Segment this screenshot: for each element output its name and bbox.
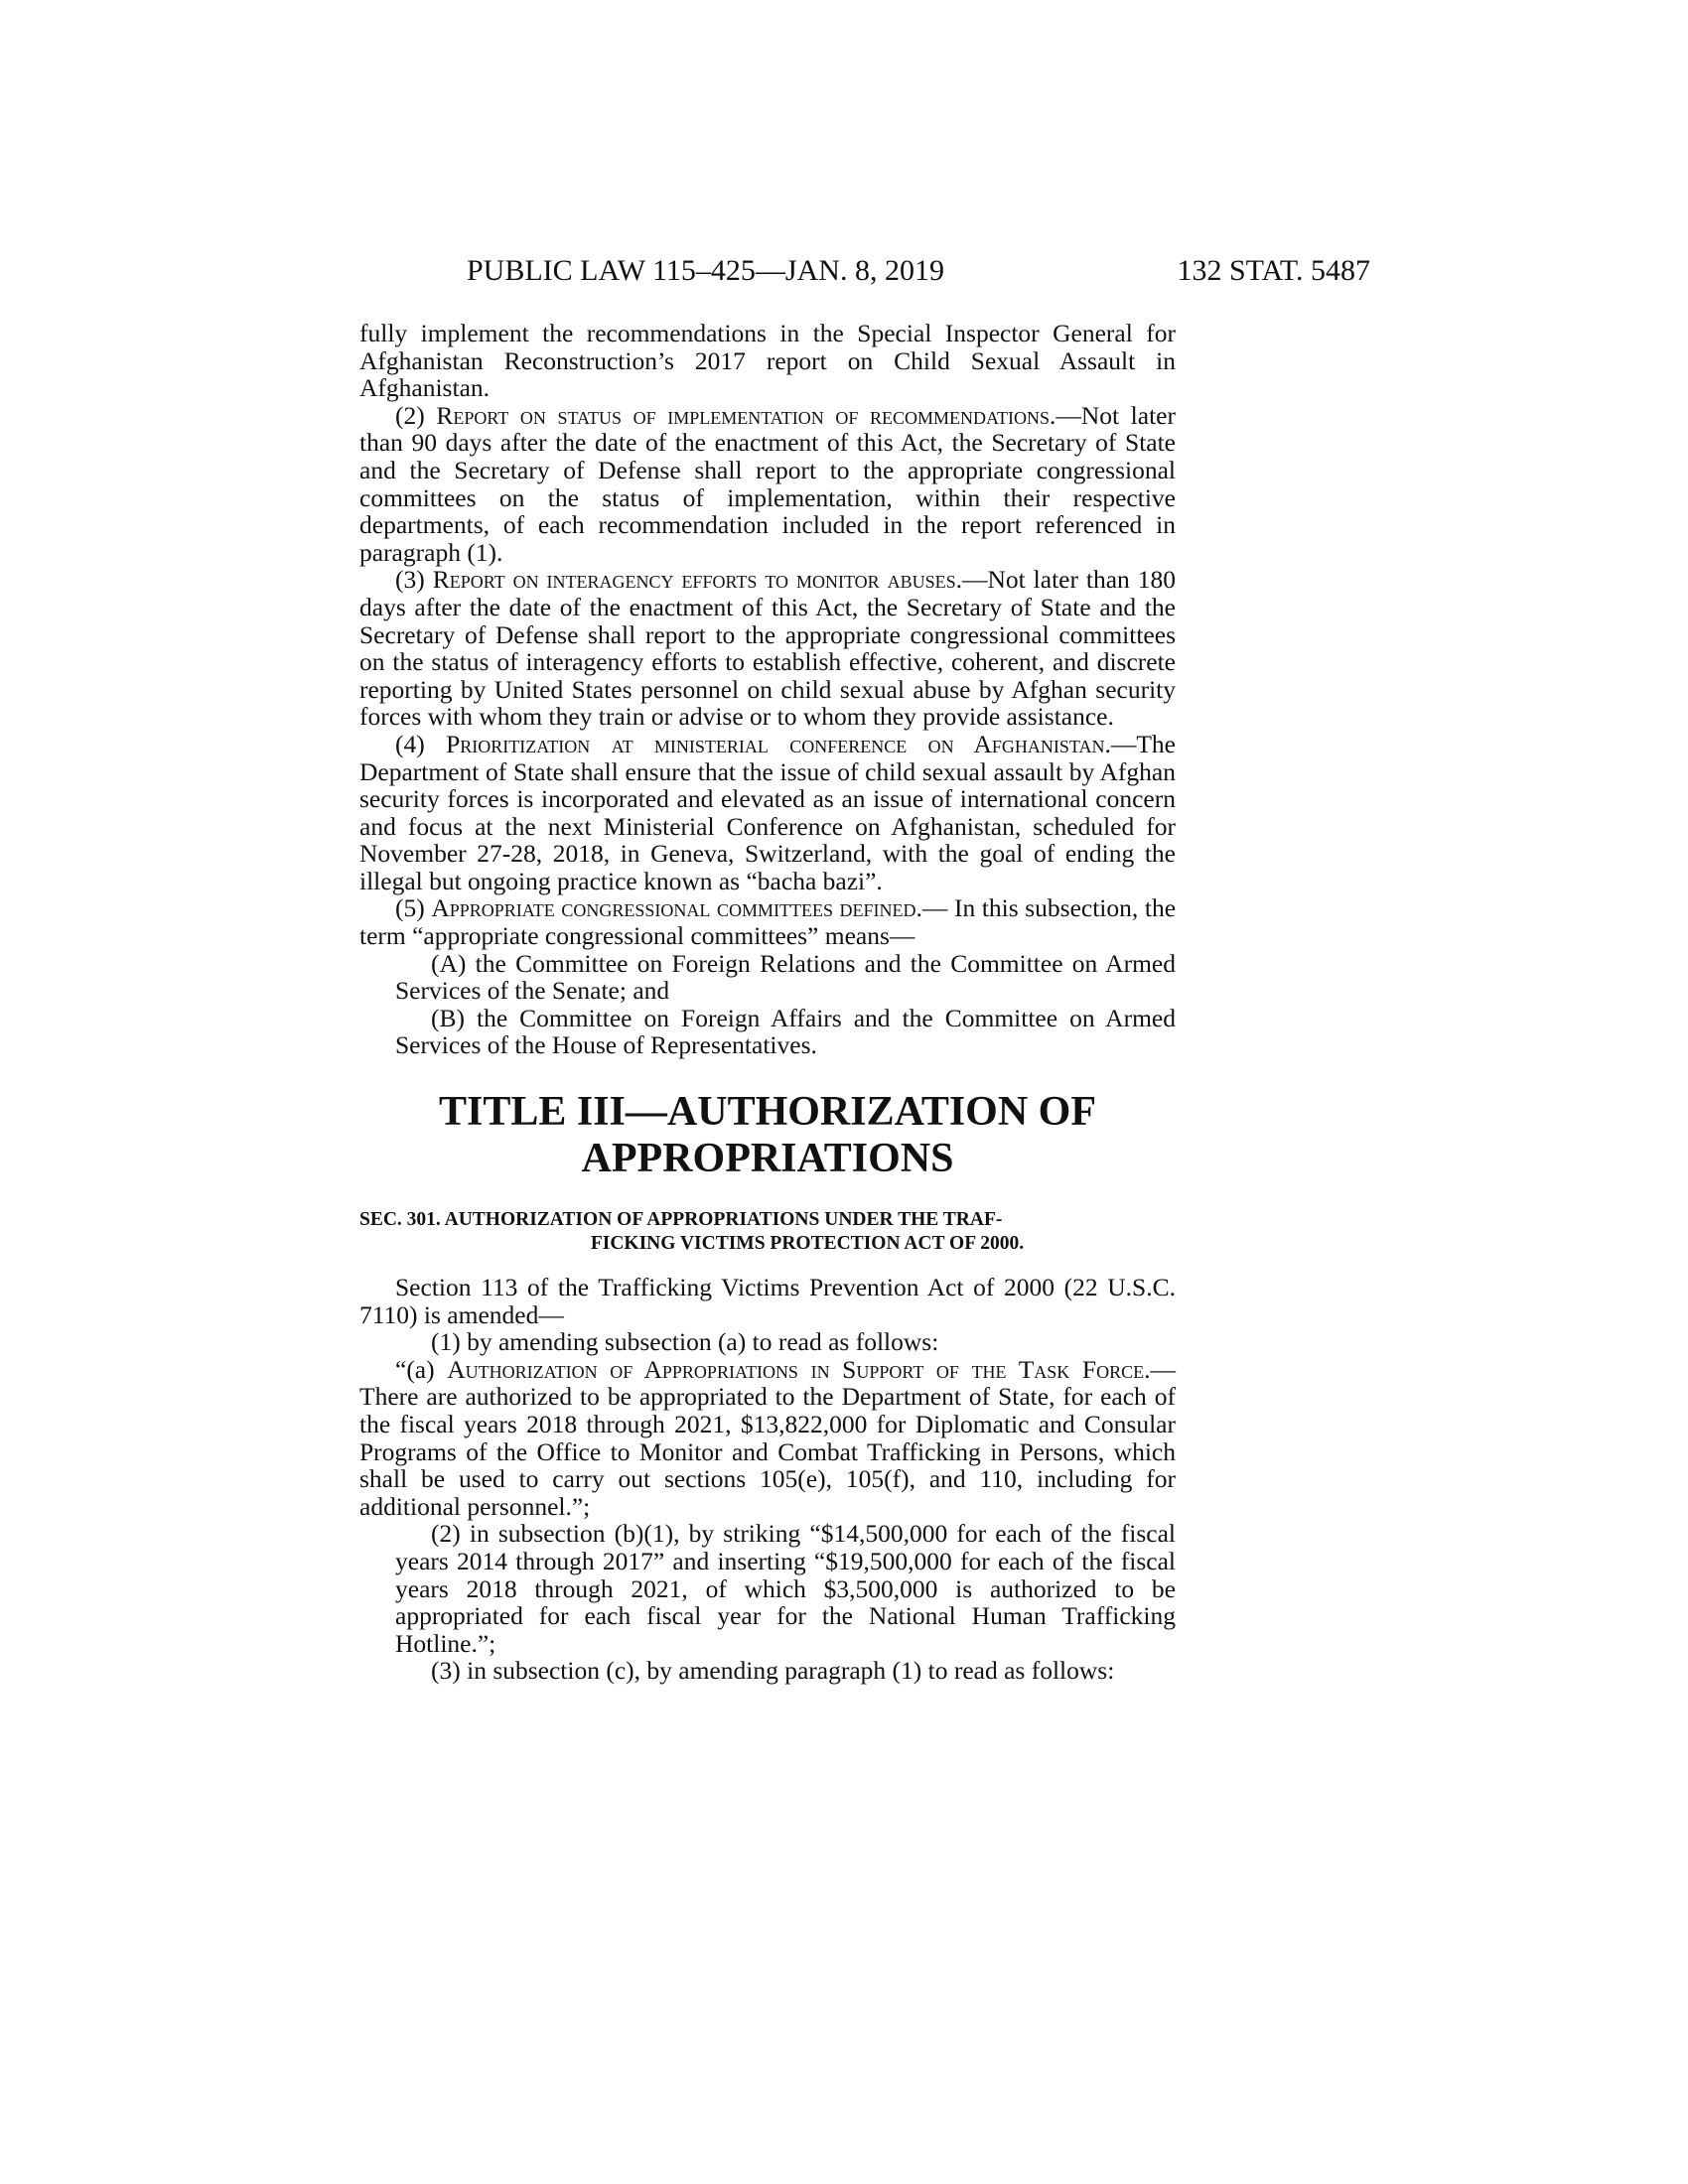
paragraph-4-heading: Prioritization at ministerial conference on Afghanistan. xyxy=(446,729,1111,758)
amendment-1-heading: Authorization of Appropriations in Support of the Task Force. xyxy=(447,1354,1151,1384)
paragraph-2-num: (2) xyxy=(395,400,437,430)
running-header xyxy=(467,251,1370,291)
paragraph-3-heading: Report on interagency efforts to monitor abuses. xyxy=(432,565,962,595)
paragraph-3 xyxy=(359,566,1176,731)
paragraph-5-text: — In this subsection, the term “appropriate congressional committees” means— xyxy=(359,893,1177,951)
paragraph-3-num: (3) xyxy=(395,565,433,595)
amendment-1-body: —There are authorized to be appropriated to the Department of State, for each of the fiscal years 2018 through 2021, $13,822,000 for Diplomatic and Consular Programs of the Office to Monitor and Combat Trafficking in Persons, which shall be used to carry out sections 105(e), 105(f), and 110, including for additional personnel.”; xyxy=(359,1354,1176,1521)
amendment-1: (1) by amending subsection (a) to read as follows: xyxy=(431,1327,939,1357)
amendment-2: (2) in subsection (b)(1), by striking “$14,500,000 for each of the fiscal years 2014 through 2017” and inserting “$19,500,000 for each of the fiscal years 2018 through 2021, of which $3,500,000 is authorized to be appropriated for each fiscal year for the National Human Trafficking Hotline.”; xyxy=(395,1519,1176,1658)
title-line-1: TITLE III—AUTHORIZATION OF xyxy=(438,1089,1097,1136)
paragraph-2 xyxy=(359,402,1176,567)
subparagraph-b: (B) the Committee on Foreign Affairs and the Committee on Armed Services of the House of Representatives. xyxy=(395,1003,1176,1060)
paragraph-5-num: (5) xyxy=(395,893,432,923)
amendment-3: (3) in subsection (c), by amending paragraph (1) to read as follows: xyxy=(431,1656,1115,1686)
amendment-1-num: “(a) xyxy=(395,1354,448,1384)
section-heading-line-1: SEC. 301. AUTHORIZATION OF APPROPRIATIONS UNDER THE TRAF- xyxy=(359,1209,1003,1231)
title-heading xyxy=(359,1089,1176,1182)
section-heading-line-2: FICKING VICTIMS PROTECTION ACT OF 2000. xyxy=(590,1233,1025,1255)
paragraph-3-text: —Not later than 180 days after the date of the enactment of this Act, the Secretary of State and the Secretary of Defense shall report to the appropriate congressional committees on the status of interagency efforts to establish effective, coherent, and discrete reporting by United States personnel on child sexual abuse by Afghan security forces with whom they train or advise or to whom they provide assistance. xyxy=(359,565,1177,732)
title-line-2: APPROPRIATIONS xyxy=(581,1136,954,1182)
header-public-law: PUBLIC LAW 115–425—JAN. 8, 2019 xyxy=(467,254,944,287)
amendment-1-text xyxy=(359,1356,1176,1521)
paragraph-5 xyxy=(359,894,1176,949)
paragraph-continuation: fully implement the recommendations in the Special Inspector General for Afghanistan Reconstruction’s 2017 report on Child Sexual Assault in Afghanistan. xyxy=(359,319,1176,403)
subparagraph-a: (A) the Committee on Foreign Relations and the Committee on Armed Services of the Senate; and xyxy=(395,948,1176,1006)
paragraph-4-text: —The Department of State shall ensure that the issue of child sexual assault by Afghan security forces is incorporated and elevated as an issue of international concern and focus at the next Ministerial Conference on Afghanistan, scheduled for November 27-28, 2018, in Geneva, Switzerland, with the goal of ending the illegal but ongoing practice known as “bacha bazi”. xyxy=(359,729,1176,895)
section-intro: Section 113 of the Trafficking Victims Prevention Act of 2000 (22 U.S.C. 7110) is amended— xyxy=(359,1273,1176,1329)
header-stat-page: 132 STAT. 5487 xyxy=(1177,254,1370,287)
paragraph-2-heading: Report on status of implementation of recommendations. xyxy=(436,400,1056,430)
section-heading xyxy=(359,1208,1176,1256)
paragraph-4-num: (4) xyxy=(395,729,447,758)
paragraph-2-text: —Not later than 90 days after the date of the enactment of this Act, the Secretary of State and the Secretary of Defense shall report to the appropriate congressional committees on the status of implementation, within their respective departments, of each recommendation included in the report referenced in paragraph (1). xyxy=(359,400,1176,567)
paragraph-5-heading: Appropriate congressional committees defined. xyxy=(431,893,922,923)
paragraph-4 xyxy=(359,731,1176,895)
text-column xyxy=(359,320,1176,1685)
